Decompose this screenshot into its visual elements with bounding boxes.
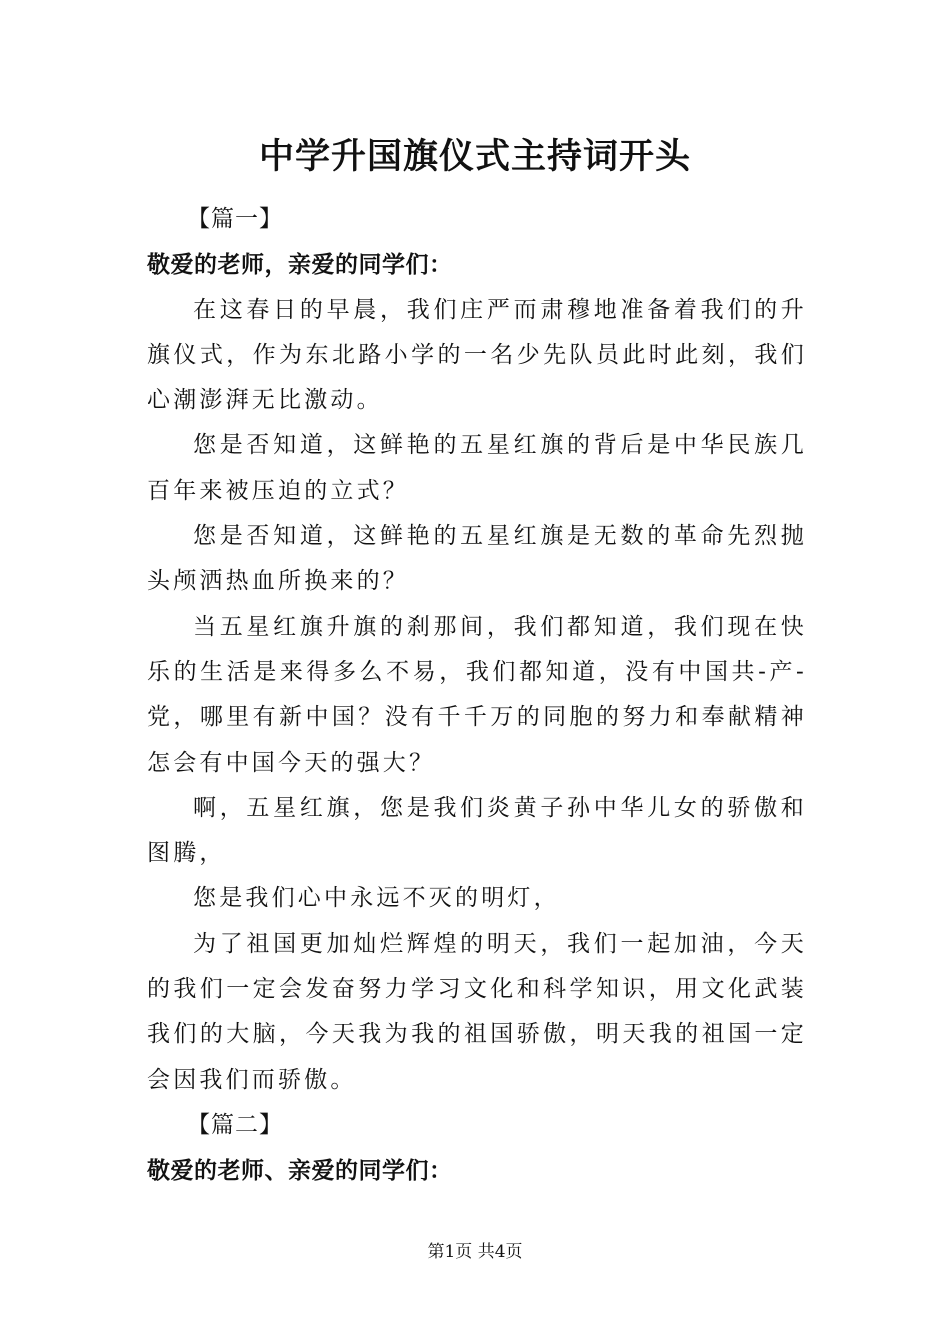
page-footer: 第1页 共4页: [427, 1242, 523, 1262]
salutation: 敬爱的老师、亲爱的同学们：: [147, 1157, 453, 1185]
paragraph: 您是我们心中永远不灭的明灯，: [193, 885, 560, 912]
paragraph: 为了祖国更加灿烂辉煌的明天，我们一起加油，今天的我们一定会发奋努力学习文化和科学知识，用文化武装我们的大脑，今天我为我的祖国骄傲，明天我的祖国一定会因我们而骄傲。: [147, 930, 807, 1093]
paragraph: 您是否知道，这鲜艳的五星红旗的背后是中华民族几百年来被压迫的立式？: [147, 432, 807, 504]
section-heading: 【篇一】: [187, 206, 283, 232]
paragraph: 啊，五星红旗，您是我们炎黄子孙中华儿女的骄傲和图腾，: [147, 794, 807, 867]
paragraph: 当五星红旗升旗的刹那间，我们都知道，我们现在快乐的生活是来得多么不易，我们都知道，没有中国共-产-党，哪里有新中国？没有千千万的同胞的努力和奉献精神怎会有中国今天的强大？: [147, 613, 807, 776]
paragraph: 您是否知道，这鲜艳的五星红旗是无数的革命先烈抛头颅洒热血所换来的？: [147, 523, 807, 595]
section-heading: 【篇二】: [187, 1111, 283, 1138]
paragraph: 在这春日的早晨，我们庄严而肃穆地准备着我们的升旗仪式，作为东北路小学的一名少先队员此时此刻，我们心潮澎湃无比激动。: [147, 296, 807, 414]
salutation: 敬爱的老师，亲爱的同学们：: [147, 251, 453, 279]
document-body: [147, 197, 807, 1194]
document-title: 中学升国旗仪式主持词开头: [258, 136, 691, 177]
